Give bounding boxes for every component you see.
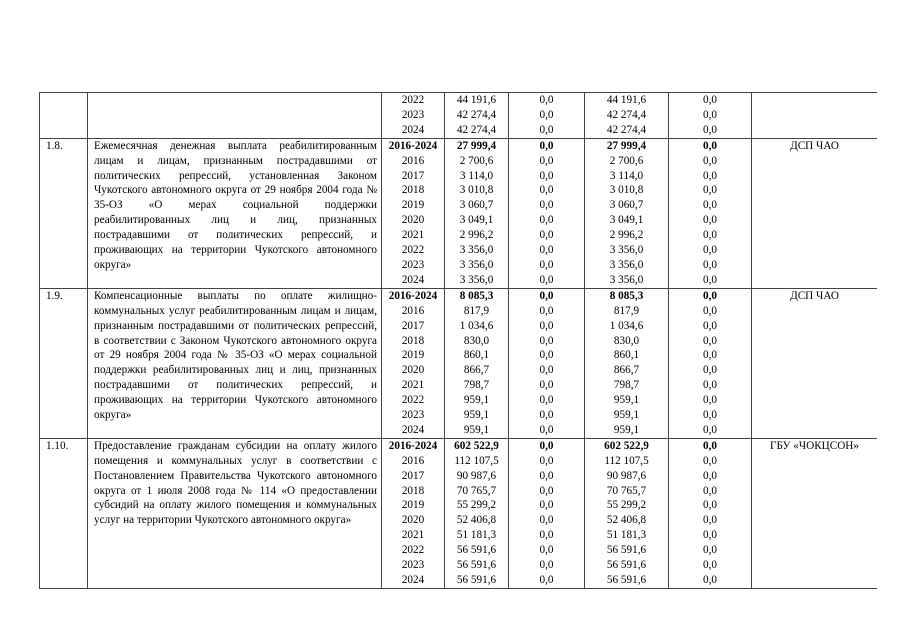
regional-cell: 112 107,5 bbox=[585, 454, 669, 469]
year-cell: 2017 bbox=[382, 169, 445, 184]
responsible-cell bbox=[752, 93, 878, 139]
other-cell: 0,0 bbox=[669, 183, 752, 198]
regional-cell: 2 700,6 bbox=[585, 154, 669, 169]
item-description-cell: Ежемесячная денежная выплата реабилитированным лицам и лицам, признанным пострадавшими от политических репрессий, установленная Законом Чукотского автономного округа от 29 ноября 2004 года № 35-ОЗ «О мерах социальной поддержки реабилитированных лиц и лиц, признанных пострадавшими от политических репрессий, и проживающих на территории Чукотского автономного округа» bbox=[88, 138, 382, 288]
total-cell: 3 356,0 bbox=[445, 258, 509, 273]
other-cell: 0,0 bbox=[669, 123, 752, 138]
other-cell: 0,0 bbox=[669, 558, 752, 573]
federal-cell: 0,0 bbox=[509, 408, 585, 423]
item-description-cell: Предоставление гражданам субсидии на оплату жилого помещения и коммунальных услуг в соответствии с Постановлением Правительства Чукотского автономного округа от 1 июля 2008 года № 114 «О предоставлении субсидий на оплату жилого помещения и коммунальных услуг на территории Чукотского автономного округа» bbox=[88, 438, 382, 588]
regional-cell: 1 034,6 bbox=[585, 319, 669, 334]
year-cell: 2023 bbox=[382, 258, 445, 273]
total-cell: 3 114,0 bbox=[445, 169, 509, 184]
federal-cell: 0,0 bbox=[509, 228, 585, 243]
federal-cell: 0,0 bbox=[509, 123, 585, 138]
total-cell: 830,0 bbox=[445, 334, 509, 349]
total-cell: 959,1 bbox=[445, 423, 509, 438]
federal-cell: 0,0 bbox=[509, 108, 585, 123]
total-cell: 56 591,6 bbox=[445, 558, 509, 573]
total-cell: 56 591,6 bbox=[445, 573, 509, 588]
total-cell: 602 522,9 bbox=[445, 438, 509, 453]
total-cell: 90 987,6 bbox=[445, 469, 509, 484]
federal-cell: 0,0 bbox=[509, 198, 585, 213]
regional-cell: 830,0 bbox=[585, 334, 669, 349]
other-cell: 0,0 bbox=[669, 169, 752, 184]
year-cell: 2023 bbox=[382, 408, 445, 423]
other-cell: 0,0 bbox=[669, 273, 752, 288]
other-cell: 0,0 bbox=[669, 198, 752, 213]
other-cell: 0,0 bbox=[669, 498, 752, 513]
year-cell: 2017 bbox=[382, 469, 445, 484]
other-cell: 0,0 bbox=[669, 513, 752, 528]
responsible-cell: ДСП ЧАО bbox=[752, 138, 878, 288]
federal-cell: 0,0 bbox=[509, 513, 585, 528]
federal-cell: 0,0 bbox=[509, 334, 585, 349]
total-cell: 42 274,4 bbox=[445, 108, 509, 123]
year-cell: 2024 bbox=[382, 573, 445, 588]
federal-cell: 0,0 bbox=[509, 393, 585, 408]
year-cell: 2020 bbox=[382, 513, 445, 528]
other-cell: 0,0 bbox=[669, 138, 752, 153]
total-cell: 51 181,3 bbox=[445, 528, 509, 543]
regional-cell: 42 274,4 bbox=[585, 123, 669, 138]
total-cell: 112 107,5 bbox=[445, 454, 509, 469]
table-row bbox=[40, 93, 878, 108]
federal-cell: 0,0 bbox=[509, 93, 585, 108]
total-cell: 56 591,6 bbox=[445, 543, 509, 558]
regional-cell: 55 299,2 bbox=[585, 498, 669, 513]
year-cell: 2016-2024 bbox=[382, 138, 445, 153]
federal-cell: 0,0 bbox=[509, 288, 585, 303]
federal-cell: 0,0 bbox=[509, 348, 585, 363]
table-row bbox=[40, 288, 878, 303]
federal-cell: 0,0 bbox=[509, 138, 585, 153]
total-cell: 959,1 bbox=[445, 408, 509, 423]
other-cell: 0,0 bbox=[669, 288, 752, 303]
other-cell: 0,0 bbox=[669, 573, 752, 588]
year-cell: 2022 bbox=[382, 543, 445, 558]
year-cell: 2016 bbox=[382, 154, 445, 169]
regional-cell: 959,1 bbox=[585, 423, 669, 438]
total-cell: 27 999,4 bbox=[445, 138, 509, 153]
federal-cell: 0,0 bbox=[509, 319, 585, 334]
year-cell: 2019 bbox=[382, 348, 445, 363]
total-cell: 70 765,7 bbox=[445, 484, 509, 499]
year-cell: 2021 bbox=[382, 228, 445, 243]
other-cell: 0,0 bbox=[669, 93, 752, 108]
responsible-cell: ГБУ «ЧОКЦСОН» bbox=[752, 438, 878, 588]
year-cell: 2020 bbox=[382, 363, 445, 378]
federal-cell: 0,0 bbox=[509, 558, 585, 573]
total-cell: 3 010,8 bbox=[445, 183, 509, 198]
regional-cell: 3 010,8 bbox=[585, 183, 669, 198]
regional-cell: 56 591,6 bbox=[585, 573, 669, 588]
regional-cell: 860,1 bbox=[585, 348, 669, 363]
regional-cell: 798,7 bbox=[585, 378, 669, 393]
regional-cell: 56 591,6 bbox=[585, 558, 669, 573]
total-cell: 52 406,8 bbox=[445, 513, 509, 528]
year-cell: 2018 bbox=[382, 484, 445, 499]
year-cell: 2017 bbox=[382, 319, 445, 334]
item-description-cell bbox=[88, 93, 382, 139]
total-cell: 3 356,0 bbox=[445, 243, 509, 258]
responsible-cell: ДСП ЧАО bbox=[752, 288, 878, 438]
regional-cell: 3 114,0 bbox=[585, 169, 669, 184]
item-number-cell: 1.10. bbox=[40, 438, 88, 588]
other-cell: 0,0 bbox=[669, 528, 752, 543]
year-cell: 2021 bbox=[382, 378, 445, 393]
federal-cell: 0,0 bbox=[509, 258, 585, 273]
regional-cell: 52 406,8 bbox=[585, 513, 669, 528]
year-cell: 2023 bbox=[382, 108, 445, 123]
regional-cell: 44 191,6 bbox=[585, 93, 669, 108]
federal-cell: 0,0 bbox=[509, 243, 585, 258]
year-cell: 2020 bbox=[382, 213, 445, 228]
item-number-cell bbox=[40, 93, 88, 139]
item-number-cell: 1.8. bbox=[40, 138, 88, 288]
regional-cell: 8 085,3 bbox=[585, 288, 669, 303]
total-cell: 860,1 bbox=[445, 348, 509, 363]
regional-cell: 3 060,7 bbox=[585, 198, 669, 213]
other-cell: 0,0 bbox=[669, 243, 752, 258]
year-cell: 2022 bbox=[382, 243, 445, 258]
year-cell: 2018 bbox=[382, 334, 445, 349]
federal-cell: 0,0 bbox=[509, 213, 585, 228]
total-cell: 2 700,6 bbox=[445, 154, 509, 169]
regional-cell: 70 765,7 bbox=[585, 484, 669, 499]
other-cell: 0,0 bbox=[669, 213, 752, 228]
regional-cell: 42 274,4 bbox=[585, 108, 669, 123]
table-row bbox=[40, 438, 878, 453]
other-cell: 0,0 bbox=[669, 304, 752, 319]
regional-cell: 959,1 bbox=[585, 393, 669, 408]
regional-cell: 3 356,0 bbox=[585, 243, 669, 258]
total-cell: 817,9 bbox=[445, 304, 509, 319]
year-cell: 2016 bbox=[382, 454, 445, 469]
total-cell: 3 060,7 bbox=[445, 198, 509, 213]
other-cell: 0,0 bbox=[669, 378, 752, 393]
year-cell: 2024 bbox=[382, 123, 445, 138]
year-cell: 2022 bbox=[382, 93, 445, 108]
item-description-cell: Компенсационные выплаты по оплате жилищно-коммунальных услуг реабилитированным лицам и лицам, признанным пострадавшими от политических репрессий, в соответствии с Законом Чукотского автономного округа от 29 ноября 2004 года № 35-ОЗ «О мерах социальной поддержки реабилитированных лиц и лиц, признанных пострадавшими от политических репрессий, и проживающих на территории Чукотского автономного округа» bbox=[88, 288, 382, 438]
federal-cell: 0,0 bbox=[509, 438, 585, 453]
federal-cell: 0,0 bbox=[509, 363, 585, 378]
federal-cell: 0,0 bbox=[509, 154, 585, 169]
total-cell: 55 299,2 bbox=[445, 498, 509, 513]
other-cell: 0,0 bbox=[669, 484, 752, 499]
regional-cell: 3 356,0 bbox=[585, 273, 669, 288]
year-cell: 2016-2024 bbox=[382, 288, 445, 303]
year-cell: 2018 bbox=[382, 183, 445, 198]
program-funding-table bbox=[39, 92, 877, 589]
total-cell: 1 034,6 bbox=[445, 319, 509, 334]
regional-cell: 3 356,0 bbox=[585, 258, 669, 273]
federal-cell: 0,0 bbox=[509, 543, 585, 558]
item-number-cell: 1.9. bbox=[40, 288, 88, 438]
other-cell: 0,0 bbox=[669, 543, 752, 558]
regional-cell: 56 591,6 bbox=[585, 543, 669, 558]
year-cell: 2016-2024 bbox=[382, 438, 445, 453]
other-cell: 0,0 bbox=[669, 108, 752, 123]
year-cell: 2016 bbox=[382, 304, 445, 319]
other-cell: 0,0 bbox=[669, 454, 752, 469]
year-cell: 2024 bbox=[382, 273, 445, 288]
other-cell: 0,0 bbox=[669, 393, 752, 408]
regional-cell: 27 999,4 bbox=[585, 138, 669, 153]
other-cell: 0,0 bbox=[669, 423, 752, 438]
year-cell: 2019 bbox=[382, 498, 445, 513]
total-cell: 3 049,1 bbox=[445, 213, 509, 228]
regional-cell: 959,1 bbox=[585, 408, 669, 423]
table-row bbox=[40, 138, 878, 153]
regional-cell: 90 987,6 bbox=[585, 469, 669, 484]
federal-cell: 0,0 bbox=[509, 273, 585, 288]
other-cell: 0,0 bbox=[669, 154, 752, 169]
total-cell: 42 274,4 bbox=[445, 123, 509, 138]
federal-cell: 0,0 bbox=[509, 484, 585, 499]
year-cell: 2021 bbox=[382, 528, 445, 543]
total-cell: 866,7 bbox=[445, 363, 509, 378]
federal-cell: 0,0 bbox=[509, 528, 585, 543]
federal-cell: 0,0 bbox=[509, 573, 585, 588]
federal-cell: 0,0 bbox=[509, 498, 585, 513]
federal-cell: 0,0 bbox=[509, 423, 585, 438]
total-cell: 2 996,2 bbox=[445, 228, 509, 243]
federal-cell: 0,0 bbox=[509, 469, 585, 484]
federal-cell: 0,0 bbox=[509, 169, 585, 184]
regional-cell: 817,9 bbox=[585, 304, 669, 319]
regional-cell: 866,7 bbox=[585, 363, 669, 378]
year-cell: 2022 bbox=[382, 393, 445, 408]
total-cell: 8 085,3 bbox=[445, 288, 509, 303]
total-cell: 798,7 bbox=[445, 378, 509, 393]
other-cell: 0,0 bbox=[669, 363, 752, 378]
total-cell: 959,1 bbox=[445, 393, 509, 408]
other-cell: 0,0 bbox=[669, 334, 752, 349]
other-cell: 0,0 bbox=[669, 469, 752, 484]
regional-cell: 51 181,3 bbox=[585, 528, 669, 543]
other-cell: 0,0 bbox=[669, 258, 752, 273]
other-cell: 0,0 bbox=[669, 438, 752, 453]
other-cell: 0,0 bbox=[669, 228, 752, 243]
federal-cell: 0,0 bbox=[509, 454, 585, 469]
regional-cell: 2 996,2 bbox=[585, 228, 669, 243]
year-cell: 2019 bbox=[382, 198, 445, 213]
table-body bbox=[40, 93, 878, 589]
other-cell: 0,0 bbox=[669, 408, 752, 423]
other-cell: 0,0 bbox=[669, 319, 752, 334]
federal-cell: 0,0 bbox=[509, 183, 585, 198]
total-cell: 3 356,0 bbox=[445, 273, 509, 288]
year-cell: 2023 bbox=[382, 558, 445, 573]
other-cell: 0,0 bbox=[669, 348, 752, 363]
total-cell: 44 191,6 bbox=[445, 93, 509, 108]
year-cell: 2024 bbox=[382, 423, 445, 438]
federal-cell: 0,0 bbox=[509, 304, 585, 319]
regional-cell: 3 049,1 bbox=[585, 213, 669, 228]
federal-cell: 0,0 bbox=[509, 378, 585, 393]
regional-cell: 602 522,9 bbox=[585, 438, 669, 453]
